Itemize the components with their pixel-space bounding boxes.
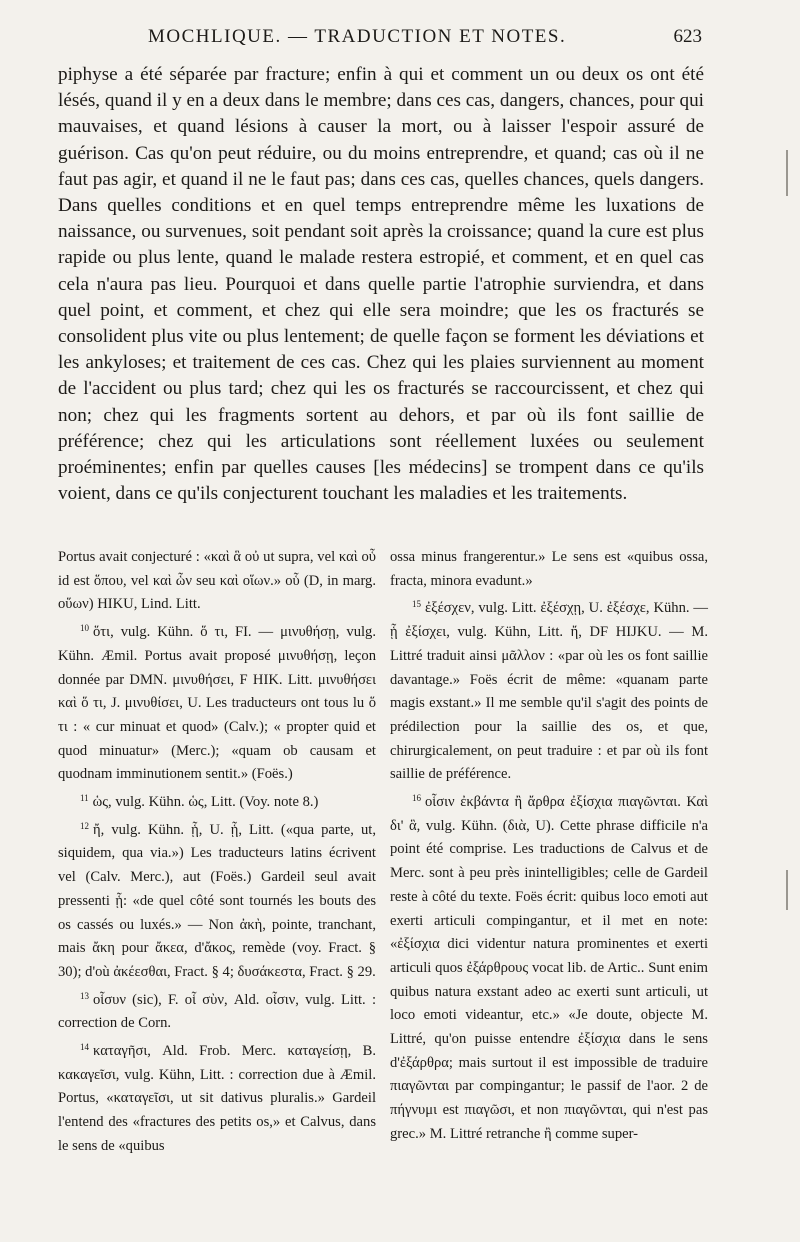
note-13: $^{13}$ οἷσυν (sic), F. οἷ σὺν, Ald. οἷσιν, vulg. Litt. : correction de Corn.	[58, 990, 376, 1032]
notes-column-left	[58, 546, 376, 1159]
running-title: MOCHLIQUE. — TRADUCTION ET NOTES.	[148, 26, 567, 47]
note-number: 15	[412, 599, 421, 610]
note-number: 16	[412, 793, 421, 804]
page-edge-mark	[786, 150, 788, 196]
note-11: $^{11}$ ὡς, vulg. Kühn. ὡς, Litt. (Voy. note 8.)	[80, 793, 319, 811]
footnotes	[58, 546, 708, 1226]
note-number: 14	[80, 1042, 89, 1053]
page-edge-mark	[786, 870, 788, 910]
notes-column-right	[390, 546, 708, 1147]
note-number: 12	[80, 820, 89, 831]
page-number: 623	[673, 26, 702, 47]
note-number: 13	[80, 990, 89, 1001]
note-continuation: ossa minus frangerentur.» Le sens est «quibus ossa, fracta, minora evadunt.»	[390, 549, 708, 589]
page-header	[96, 24, 702, 54]
note-10: $^{10}$ ὅτι, vulg. Kühn. ὅ τι, FI. — μινυθήσῃ, vulg. Kühn. Æmil. Portus avait proposé μινυθήσῃ, leçon donnée par DMN. μινυθήσει, F HIK. Litt. μινυθήσει καὶ ὅ τι, J. μινυθίσει, U. Les traducteurs ont tous lu ὅ τι : « cur minuat et quod» (Calv.); « propter quid et quod minuatur» (Merc.); «quam ob causam et quodnam imminutionem sentit.» (Foës.)	[58, 623, 376, 783]
main-paragraph: piphyse a été séparée par fracture; enfin à qui et comment un ou deux os ont été lésés, quand il y en a deux dans le membre; dans ces cas, dangers, chances, pour qui mauvaises, et quand lésions à causer la mort, ou à laisser l'espoir assuré de guérison. Cas qu'on peut réduire, ou du moins entreprendre, et quand; cas où il ne faut pas agir, et quand il ne le faut pas; dans ces cas, quelles chances, quels dangers. Dans quelles conditions et en quel temps entreprendre même les luxations de naissance, ou survenues, soit pendant soit après la croissance; quand la cure est plus rapide ou plus lente, quand le malade restera estropié, et comment, et en quel cas cela n'aura pas lieu. Pourquoi et dans quelle partie l'atrophie surviendra, et dans quel point, et comment, et chez qui elle sera moindre; que les os fracturés se consolident plus vite ou plus lentement; de quelle façon se forment les déviations et les ankyloses; et traitement de ces cas. Chez qui les plaies surviennent au moment de l'accident ou plus tard; chez qui les os fracturés se raccourcissent, et chez qui non; chez qui les fragments sortent au dehors, et par où ils font saillie de préférence; chez qui les articulations sont réellement luxées ou seulement proéminentes; enfin par quelles causes [les médecins] se trompent dans ce qu'ils voient, dans ce qu'ils conjecturent touchant les maladies et les traitements.	[58, 64, 704, 505]
main-text-block	[58, 62, 704, 507]
note-16: $^{16}$ οἷσιν ἐκβάντα ἢ ἄρθρα ἐξίσχια πιαγῶνται. Καὶ δι' ἃ, vulg. Kühn. (διὰ, U). Cette phrase difficile n'a point été comprise. Les traductions de Calvus et de Merc. sont à peu près inintelligibles; celle de Gardeil reste à côté du texte. Foës écrit: quibus loco emoti aut exerti articuli compingantur, et il met en note: «ἐξίσχια dici videntur natura prominentes et exerti articuli quos ἐξάρθρους vocat lib. de Artic.. Sunt enim quibus natura exstant adeo ac exerti sunt articuli, ut loco emoti videantur, etc.» «Je doute, objecte M. Littré, qu'on puisse entendre ἐξίσχια dans le sens d'ἐξάρθρα; mais surtout il est impossible de traduire πιαγῶνται par compingantur; le passif de l'aor. 2 de πήγνυμι est πιαγῶσι, et non πιαγῶνται, qui n'est pas grec.» M. Littré retranche ἢ comme super-	[390, 793, 708, 1142]
note-number: 11	[80, 793, 89, 804]
note-continuation: Portus avait conjecturé : «καὶ ἃ οὐ ut supra, vel καὶ οὗ id est ὅπου, vel καὶ ὧν seu καὶ οἵων.» οὗ (D, in marg. οὕων) HIKU, Lind. Litt.	[58, 549, 376, 613]
note-15: $^{15}$ ἐξέσχεν, vulg. Litt. ἐξέσχῃ, U. ἐξέσχε, Kühn. — ᾗ ἐξίσχει, vulg. Kühn, Litt. ἤ, DF HIJKU. — M. Littré traduit ainsi μᾶλλον : «par où les os font saillie davantage.» Foës écrit de même: «quanam parte magis exstant.» Il me semble qu'il s'agit des points de prédilection pour la saillie des os, et que, chirurgicalement, on peut traduire : et par où ils font saillie de préférence.	[390, 599, 708, 783]
note-number: 10	[80, 623, 89, 634]
note-14: $^{14}$ καταγῆσι, Ald. Frob. Merc. καταγείσῃ, B. κακαγεῖσι, vulg. Kühn, Litt. : correction due à Æmil. Portus, «καταγεῖσι, ut sit dativus pluralis.» Gardeil l'entend des «fractures des petits os,» et Calvus, dans le sens de «quibus	[58, 1042, 376, 1154]
note-12: $^{12}$ ἤ, vulg. Kühn. ᾗ, U. ᾗ, Litt. («qua parte, ut, siquidem, qua via.») Les traducteurs latins écrivent vel (Calv. Merc.), aut (Foës.) Gardeil seul avait pressenti ᾗ: «de quel côté sont tournés les bouts des os cassés ou luxés.» — Non ἀκὴ, pointe, tranchant, mais ἄκη pour ἄκεα, d'ἄκος, remède (voy. Fract. § 30); d'où ἀκέεσθαι, Fract. § 4; δυσάκεστα, Fract. § 29.	[58, 820, 376, 980]
